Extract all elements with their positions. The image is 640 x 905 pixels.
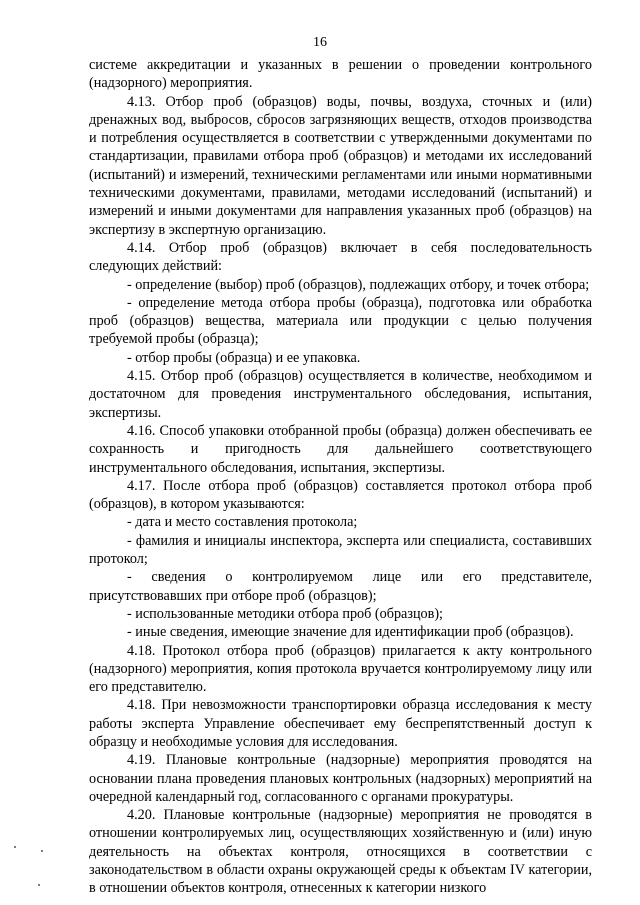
list-item: - фамилия и инициалы инспектора, эксперта или специалиста, составивших протокол; [89,532,592,568]
paragraph: 4.18. При невозможности транспортировки образца исследования к месту работы эксперта Управление обеспечивает ему беспрепятственный доступ к образцу и необходимые условия для исследования. [89,697,592,750]
paragraph: 4.20. Плановые контрольные (надзорные) мероприятия не проводятся в отношении контролируемых лиц, осуществляющих хозяйственную и (или) иную деятельность на объектах контроля, относящихся в соответствии с законодательством в области охраны окружающей среды к объектам IV категории, в отношении объектов контроля, отнесенных к категории низкого [89,807,592,897]
paragraph: 4.13. Отбор проб (образцов) воды, почвы, воздуха, сточных и (или) дренажных вод, выбросов, сбросов загрязняющих веществ, отходов производства и потребления осуществляется в соответствии с утвержденными документами по стандартизации, правилами отбора проб (образцов) и методами их исследований (испытаний) и измерений, техническими регламентами или иными нормативными техническими документами, правилами, методами исследований (испытаний) и измерений и иными документами для направления указанных проб (образцов) на экспертизу в экспертную организацию. [89,93,592,238]
paragraph: 4.17. После отбора проб (образцов) составляется протокол отбора проб (образцов), в котором указываются: [89,477,592,513]
paragraph: 4.19. Плановые контрольные (надзорные) мероприятия проводятся на основании плана проведения плановых контрольных (надзорных) мероприятий на очередной календарный год, согласованного с органами прокуратуры. [89,752,592,805]
list-item: - дата и место составления протокола; [127,514,358,531]
scan-speck [41,850,43,852]
paragraph: 4.18. Протокол отбора проб (образцов) прилагается к акту контрольного (надзорного) мероприятия, копия протокола вручается контролируемому лицу или его представителю. [89,642,592,696]
list-item: - иные сведения, имеющие значение для идентификации проб (образцов). [127,624,574,641]
paragraph: системе аккредитации и указанных в решении о проведении контрольного (надзорного) мероприятия. [89,57,592,92]
page-number: 16 [313,35,327,50]
scan-speck [38,884,40,886]
paragraph: 4.16. Способ упаковки отобранной пробы (образца) должен обеспечивать ее сохранность и пригодность для дальнейшего соответствующего инструментального обследования, испытания, экспертизы. [89,422,592,476]
document-body [89,56,592,898]
scan-speck [14,846,16,848]
list-item: - определение метода отбора пробы (образца), подготовка или обработка проб (образцов) вещества, материала или продукции с целью получения требуемой пробы (образца); [89,294,592,348]
list-item: - использованные методики отбора проб (образцов); [127,605,443,622]
paragraph: 4.15. Отбор проб (образцов) осуществляется в количестве, необходимом и достаточном для проведения инструментального обследования, испытания, экспертизы. [89,368,592,421]
list-item: - сведения о контролируемом лице или его представителе, присутствовавших при отборе проб (образцов); [89,569,592,604]
list-item: - определение (выбор) проб (образцов), подлежащих отбору, и точек отбора; [127,276,590,293]
list-item: - отбор пробы (образца) и ее упаковка. [127,349,361,366]
paragraph: 4.14. Отбор проб (образцов) включает в себя последовательность следующих действий: [89,239,592,275]
